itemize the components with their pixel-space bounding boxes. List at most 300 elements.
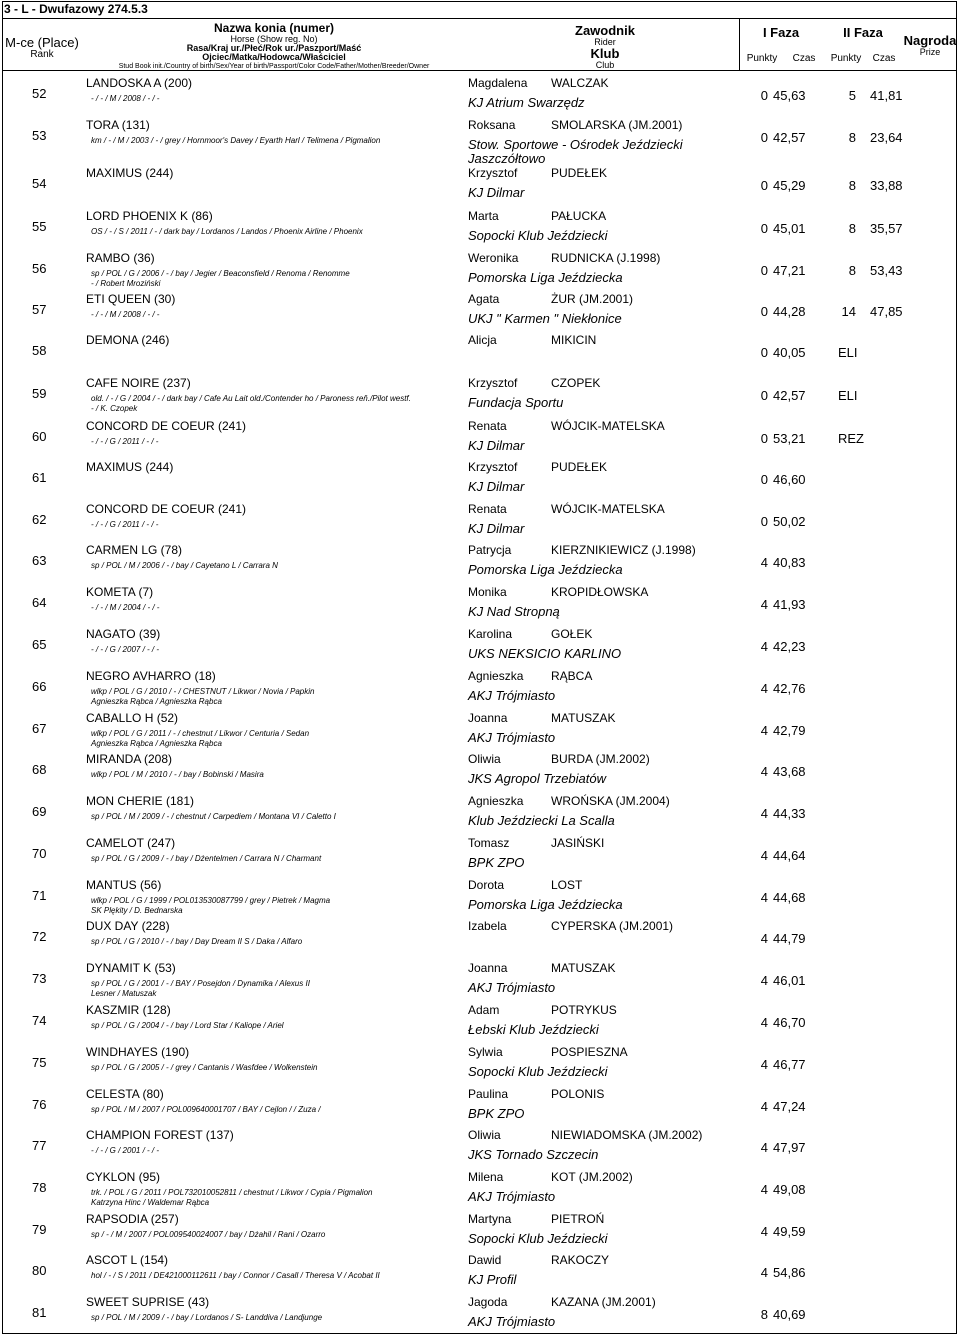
horse-name: LANDOSKA A (200) (86, 76, 193, 90)
table-row (2, 459, 957, 499)
header-points-2: Punkty (830, 53, 862, 64)
phase1-time: 42,23 (773, 639, 806, 654)
phase1-time: 43,68 (773, 764, 806, 779)
rider-first-name: Oliwia (468, 1128, 501, 1142)
phase1-points: 0 (760, 472, 768, 487)
phase2-points: 8 (848, 178, 856, 193)
phase2-time: 33,88 (870, 178, 903, 193)
rank-cell: 62 (32, 512, 47, 527)
phase1-points: 4 (760, 555, 768, 570)
table-row (2, 375, 957, 415)
phase2-points: 5 (848, 88, 856, 103)
header-rider (530, 24, 680, 70)
rider-first-name: Krzysztof (468, 376, 518, 390)
phase1-time: 47,97 (773, 1140, 806, 1155)
table-row (2, 584, 957, 624)
rank-cell: 72 (32, 929, 47, 944)
table-row (2, 1294, 957, 1334)
table-row (2, 332, 957, 372)
rider-last-name: PIETROŃ (551, 1212, 605, 1226)
table-row (2, 1002, 957, 1042)
rider-first-name: Krzysztof (468, 166, 518, 180)
phase1-time: 41,93 (773, 597, 806, 612)
rank-cell: 68 (32, 762, 47, 777)
table-row (2, 1086, 957, 1126)
rider-last-name: WALCZAK (551, 76, 609, 90)
phase1-points: 4 (760, 1265, 768, 1280)
phase1-time: 40,05 (773, 345, 806, 360)
rank-cell: 61 (32, 470, 47, 485)
header-horse-label: Nazwa konia (numer) (213, 21, 335, 35)
rider-first-name: Krzysztof (468, 460, 518, 474)
rider-first-name: Joanna (468, 961, 508, 975)
horse-name: CAMELOT (247) (86, 836, 176, 850)
rider-first-name: Sylwia (468, 1045, 503, 1059)
header-phase1-label: I Faza (762, 25, 800, 40)
rider-first-name: Renata (468, 502, 507, 516)
horse-name: ASCOT L (154) (86, 1253, 169, 1267)
phase1-time: 42,57 (773, 388, 806, 403)
rider-last-name: PUDEŁEK (551, 166, 608, 180)
phase1-points: 8 (760, 1307, 768, 1322)
club-name: AKJ Trójmiasto (468, 980, 556, 995)
rank-cell: 66 (32, 679, 47, 694)
phase1-time: 44,79 (773, 931, 806, 946)
phase1-points: 0 (760, 304, 768, 319)
rider-last-name: MATUSZAK (551, 711, 616, 725)
horse-name: CABALLO H (52) (86, 711, 179, 725)
club-name: UKS NEKSICIO KARLINO (468, 646, 622, 661)
rider-last-name: BURDA (JM.2002) (551, 752, 650, 766)
club-name: Stow. Sportowe - Ośrodek Jeździecki (468, 137, 683, 152)
horse-name: MON CHERIE (181) (86, 794, 195, 808)
header-phase1 (739, 26, 823, 40)
table-row (2, 960, 957, 1000)
horse-details: - / - / G / 2011 / - / - (91, 520, 159, 529)
table-row (2, 291, 957, 331)
phase2-points: ELI (838, 388, 858, 403)
rider-last-name: LOST (551, 878, 583, 892)
phase1-points: 4 (760, 597, 768, 612)
club-name: BPK ZPO (468, 855, 525, 870)
table-row (2, 793, 957, 833)
phase1-points: 0 (760, 263, 768, 278)
horse-name: MAXIMUS (244) (86, 460, 174, 474)
club-name: JKS Agropol Trzebiatów (468, 771, 607, 786)
club-name: KJ Atrium Swarzędz (468, 95, 585, 110)
rider-last-name: GOŁEK (551, 627, 593, 641)
table-row (2, 918, 957, 958)
horse-details: wlkp / POL / G / 2010 / - / CHESTNUT / Likwor / Novia / Papkin (91, 687, 315, 696)
phase1-time: 44,64 (773, 848, 806, 863)
header-prize-en: Prize (919, 46, 941, 57)
phase2-time: 41,81 (870, 88, 903, 103)
phase1-time: 40,83 (773, 555, 806, 570)
rider-first-name: Oliwia (468, 752, 501, 766)
phase1-points: 0 (760, 221, 768, 236)
rider-first-name: Agnieszka (468, 794, 524, 808)
phase1-points: 0 (760, 178, 768, 193)
club-name: KJ Nad Stropną (468, 604, 560, 619)
rider-first-name: Marta (468, 209, 499, 223)
club-name: Klub Jeździecki La Scalla (468, 813, 615, 828)
phase1-time: 42,79 (773, 723, 806, 738)
horse-details: - / - / G / 2001 / - / - (91, 1146, 160, 1155)
phase1-points: 4 (760, 1224, 768, 1239)
club-name: Łebski Klub Jeździecki (468, 1022, 599, 1037)
phase1-time: 49,08 (773, 1182, 806, 1197)
phase1-points: 0 (760, 345, 768, 360)
phase2-points: 8 (848, 130, 856, 145)
rider-last-name: PAŁUCKA (551, 209, 607, 223)
rank-cell: 57 (32, 302, 47, 317)
rider-first-name: Izabela (468, 919, 507, 933)
phase1-points: 0 (760, 388, 768, 403)
rider-first-name: Joanna (468, 711, 508, 725)
rank-cell: 78 (32, 1180, 47, 1195)
rank-cell: 71 (32, 888, 47, 903)
rider-last-name: SMOLARSKA (JM.2001) (551, 118, 683, 132)
horse-details: Agnieszka Rąbca / Agnieszka Rąbca (91, 697, 222, 706)
horse-details: - / - / G / 2007 / - / - (91, 645, 160, 654)
phase1-points: 4 (760, 764, 768, 779)
rank-cell: 75 (32, 1055, 47, 1070)
header-time-1: Czas (792, 53, 816, 64)
rank-cell: 70 (32, 846, 47, 861)
rider-last-name: WÓJCIK-MATELSKA (551, 502, 665, 516)
header-club-en: Club (595, 59, 615, 70)
rider-first-name: Agnieszka (468, 669, 524, 683)
rank-cell: 53 (32, 128, 47, 143)
table-row (2, 626, 957, 666)
phase1-time: 46,70 (773, 1015, 806, 1030)
club-name: BPK ZPO (468, 1106, 525, 1121)
rank-cell: 55 (32, 219, 47, 234)
club-name: KJ Dilmar (468, 438, 525, 453)
phase1-time: 46,01 (773, 973, 806, 988)
phase1-points: 4 (760, 1182, 768, 1197)
rider-last-name: RĄBCA (551, 669, 593, 683)
rider-last-name: JASIŃSKI (551, 836, 605, 850)
horse-details: - / - / G / 2011 / - / - (91, 437, 159, 446)
rank-cell: 67 (32, 721, 47, 736)
rider-first-name: Magdalena (468, 76, 528, 90)
rider-first-name: Weronika (468, 251, 519, 265)
club-name: KJ Profil (468, 1272, 517, 1287)
phase1-time: 46,60 (773, 472, 806, 487)
table-row (2, 165, 957, 205)
rider-first-name: Monika (468, 585, 507, 599)
rider-last-name: KROPIDŁOWSKA (551, 585, 649, 599)
header-horse-line4: Ojciec/Matka/Hodowca/Właściciel (202, 52, 346, 63)
phase1-points: 0 (760, 130, 768, 145)
horse-details: - / - / M / 2008 / - / - (91, 94, 160, 103)
rider-first-name: Milena (468, 1170, 504, 1184)
club-name: AKJ Trójmiasto (468, 730, 556, 745)
horse-details: wlkp / POL / M / 2010 / - / bay / Bobinski / Masira (91, 770, 264, 779)
horse-name: CELESTA (80) (86, 1087, 164, 1101)
header-rider-label: Zawodnik (575, 23, 635, 38)
phase1-points: 4 (760, 931, 768, 946)
table-row (2, 542, 957, 582)
table-row (2, 75, 957, 115)
phase2-points: 8 (848, 263, 856, 278)
rank-cell: 60 (32, 429, 47, 444)
table-row (2, 668, 957, 708)
club-name: JKS Tornado Szczecin (468, 1147, 599, 1162)
header-horse-line5: Stud Book init./Country of birth/Sex/Year of birth/Passport/Color Code/Father/Mother/Breeder/Owner (118, 62, 430, 70)
phase1-time: 53,21 (773, 431, 806, 446)
rider-first-name: Karolina (468, 627, 513, 641)
club-name: Sopocki Klub Jeździecki (468, 228, 608, 243)
horse-name: LORD PHOENIX K (86) (86, 209, 213, 223)
phase2-time: 35,57 (870, 221, 903, 236)
horse-name: TORA (131) (86, 118, 150, 132)
club-name: KJ Dilmar (468, 185, 525, 200)
rank-cell: 73 (32, 971, 47, 986)
horse-details: sp / POL / M / 2009 / - / chestnut / Carpediem / Montana VI / Caletto I (91, 812, 336, 821)
phase2-time: 23,64 (870, 130, 903, 145)
header-place-label: M-ce (Place) (5, 35, 79, 50)
phase1-time: 50,02 (773, 514, 806, 529)
rider-last-name: KAZANA (JM.2001) (551, 1295, 656, 1309)
table-row (2, 710, 957, 750)
phase1-time: 46,77 (773, 1057, 806, 1072)
phase1-time: 49,59 (773, 1224, 806, 1239)
table-row (2, 208, 957, 248)
rider-last-name: CZOPEK (551, 376, 601, 390)
phase2-points: 14 (841, 304, 856, 319)
rank-cell: 76 (32, 1097, 47, 1112)
rank-cell: 52 (32, 86, 47, 101)
horse-name: DYNAMIT K (53) (86, 961, 176, 975)
rider-last-name: KOT (JM.2002) (551, 1170, 633, 1184)
horse-details: sp / POL / M / 2006 / - / bay / Cayetano L / Carrara N (91, 561, 278, 570)
horse-name: DEMONA (246) (86, 333, 170, 347)
horse-name: MAXIMUS (244) (86, 166, 174, 180)
phase2-points: 8 (848, 221, 856, 236)
club-name: AKJ Trójmiasto (468, 1314, 556, 1329)
horse-name: MANTUS (56) (86, 878, 162, 892)
phase1-time: 44,33 (773, 806, 806, 821)
horse-details: - / K. Czopek (91, 404, 138, 413)
horse-details: Lesner / Matuszak (91, 989, 157, 998)
rank-cell: 63 (32, 553, 47, 568)
horse-details: hol / - / S / 2011 / DE421000112611 / bay / Connor / Casall / Theresa V / Acobat II (91, 1271, 380, 1280)
phase2-time: 47,85 (870, 304, 903, 319)
table-row (2, 1044, 957, 1084)
horse-name: WINDHAYES (190) (86, 1045, 190, 1059)
horse-details: Agnieszka Rąbca / Agnieszka Rąbca (91, 739, 222, 748)
phase2-points: ELI (838, 345, 858, 360)
horse-details: Katrzyna Hinc / Waldemar Rąbca (91, 1198, 210, 1207)
rider-last-name: POSPIESZNA (551, 1045, 628, 1059)
phase1-time: 42,57 (773, 130, 806, 145)
rank-cell: 80 (32, 1263, 47, 1278)
horse-details: sp / POL / G / 2009 / - / bay / Dżentelmen / Carrara N / Charmant (91, 854, 322, 863)
rank-cell: 65 (32, 637, 47, 652)
horse-details: sp / POL / G / 2004 / - / bay / Lord Star / Kaliope / Ariel (91, 1021, 284, 1030)
header-phase2 (823, 26, 903, 40)
horse-details: - / - / M / 2008 / - / - (91, 310, 160, 319)
horse-details: OS / - / S / 2011 / - / dark bay / Lordanos / Landos / Phoenix Airline / Phoenix (91, 227, 363, 236)
horse-details: old. / - / G / 2004 / - / dark bay / Cafe Au Lait old./Contender ho / Paroness reň./Pilot westf. (91, 394, 411, 403)
horse-details: SK Plękity / D. Bednarska (91, 906, 183, 915)
horse-name: ETI QUEEN (30) (86, 292, 176, 306)
header-time-2: Czas (872, 53, 896, 64)
rider-first-name: Martyna (468, 1212, 512, 1226)
phase1-points: 4 (760, 1015, 768, 1030)
rider-last-name: CYPERSKA (JM.2001) (551, 919, 674, 933)
horse-name: KOMETA (7) (86, 585, 154, 599)
horse-name: NAGATO (39) (86, 627, 161, 641)
rider-last-name: KIERZNIKIEWICZ (J.1998) (551, 543, 696, 557)
club-name: Pomorska Liga Jeździecka (468, 270, 623, 285)
horse-details: - / Robert Mroziński (91, 279, 161, 288)
phase1-time: 44,68 (773, 890, 806, 905)
rider-last-name: NIEWIADOMSKA (JM.2002) (551, 1128, 703, 1142)
table-row (2, 1127, 957, 1167)
horse-details: sp / POL / M / 2009 / - / bay / Lordanos / S- Landdiva / Landjunge (91, 1313, 323, 1322)
horse-name: CHAMPION FOREST (137) (86, 1128, 234, 1142)
header-prize (902, 34, 958, 57)
rider-first-name: Paulina (468, 1087, 509, 1101)
rank-cell: 79 (32, 1222, 47, 1237)
rank-cell: 58 (32, 343, 47, 358)
header-points-1: Punkty (746, 53, 778, 64)
club-name: Pomorska Liga Jeździecka (468, 897, 623, 912)
header-club-label: Klub (590, 46, 620, 62)
table-row (2, 250, 957, 290)
horse-name: CYKLON (95) (86, 1170, 161, 1184)
club-name: AKJ Trójmiasto (468, 688, 556, 703)
rank-cell: 64 (32, 595, 47, 610)
rider-last-name: POLONIS (551, 1087, 605, 1101)
rider-first-name: Agata (468, 292, 500, 306)
rider-first-name: Dawid (468, 1253, 502, 1267)
horse-name: NEGRO AVHARRO (18) (86, 669, 216, 683)
header-rank-label: Rank (30, 48, 54, 60)
club-name-line2: Jaszczółtowo (468, 151, 546, 166)
rider-first-name: Tomasz (468, 836, 510, 850)
phase1-points: 4 (760, 973, 768, 988)
horse-name: MIRANDA (208) (86, 752, 173, 766)
header-top-rule (2, 18, 957, 19)
horse-name: CONCORD DE COEUR (241) (86, 502, 247, 516)
phase1-points: 4 (760, 1140, 768, 1155)
phase1-time: 45,29 (773, 178, 806, 193)
page-title: 3 - L - Dwufazowy 274.5.3 (4, 2, 148, 16)
horse-details: sp / POL / G / 2006 / - / bay / Jegier / Beaconsfield / Renoma / Renomme (91, 269, 350, 278)
phase2-time: 53,43 (870, 263, 903, 278)
club-name: Sopocki Klub Jeździecki (468, 1064, 608, 1079)
phase1-points: 4 (760, 1099, 768, 1114)
table-row (2, 1169, 957, 1209)
horse-details: sp / - / M / 2007 / POL009540024007 / bay / Dżahil / Rani / Ozarro (91, 1230, 326, 1239)
table-row (2, 117, 957, 166)
phase1-points: 0 (760, 431, 768, 446)
horse-name: SWEET SUPRISE (43) (86, 1295, 210, 1309)
rider-last-name: MATUSZAK (551, 961, 616, 975)
phase1-points: 4 (760, 848, 768, 863)
table-row (2, 835, 957, 875)
horse-details: wlkp / POL / G / 1999 / POL013530087799 / grey / Pietrek / Magma (91, 896, 331, 905)
phase2-points: REZ (838, 431, 864, 446)
rank-cell: 54 (32, 176, 47, 191)
club-name: Fundacja Sportu (468, 395, 564, 410)
horse-name: CONCORD DE COEUR (241) (86, 419, 247, 433)
header-horse-en: Horse (Show reg. No) (230, 33, 318, 44)
rank-cell: 69 (32, 804, 47, 819)
horse-details: sp / POL / G / 2010 / - / bay / Day Dream II S / Daka / Alfaro (91, 937, 303, 946)
phase1-points: 4 (760, 890, 768, 905)
rider-first-name: Roksana (468, 118, 516, 132)
rider-first-name: Adam (468, 1003, 500, 1017)
header-phase2-label: II Faza (843, 25, 883, 40)
rider-first-name: Dorota (468, 878, 505, 892)
club-name: UKJ " Karmen " Niekłonice (468, 311, 622, 326)
horse-details: sp / POL / M / 2007 / POL009640001707 / BAY / Cejlon / / Zuza / (91, 1105, 321, 1114)
club-name: KJ Dilmar (468, 479, 525, 494)
rank-cell: 81 (32, 1305, 47, 1320)
horse-name: DUX DAY (228) (86, 919, 170, 933)
phase1-points: 0 (760, 88, 768, 103)
horse-name: CAFE NOIRE (237) (86, 376, 191, 390)
phase1-time: 42,76 (773, 681, 806, 696)
rider-last-name: WROŃSKA (JM.2004) (551, 794, 670, 808)
club-name: AKJ Trójmiasto (468, 1189, 556, 1204)
rider-last-name: PUDEŁEK (551, 460, 608, 474)
phase1-time: 54,86 (773, 1265, 806, 1280)
phase1-time: 45,01 (773, 221, 806, 236)
table-row (2, 1211, 957, 1251)
rider-last-name: WÓJCIK-MATELSKA (551, 419, 665, 433)
rider-first-name: Alicja (468, 333, 497, 347)
table-row (2, 1252, 957, 1292)
header-rider-en: Rider (594, 36, 616, 47)
horse-details: sp / POL / G / 2005 / - / grey / Cantanis / Wasfdee / Wolkenstein (91, 1063, 318, 1072)
phase1-points: 4 (760, 681, 768, 696)
rider-first-name: Renata (468, 419, 507, 433)
table-row (2, 501, 957, 541)
rider-last-name: MIKICIN (551, 333, 597, 347)
horse-details: sp / POL / G / 2001 / - / BAY / Posejdon / Dynamika / Alexus II (91, 979, 310, 988)
phase1-time: 47,24 (773, 1099, 806, 1114)
horse-name: RAPSODIA (257) (86, 1212, 179, 1226)
phase1-time: 40,69 (773, 1307, 806, 1322)
table-row (2, 751, 957, 791)
horse-name: CARMEN LG (78) (86, 543, 183, 557)
phase1-time: 45,63 (773, 88, 806, 103)
club-name: Sopocki Klub Jeździecki (468, 1231, 608, 1246)
rider-first-name: Patrycja (468, 543, 512, 557)
header-place (2, 36, 82, 60)
horse-name: RAMBO (36) (86, 251, 155, 265)
phase1-time: 47,21 (773, 263, 806, 278)
header-prize-label: Nagroda (903, 33, 957, 48)
table-row (2, 877, 957, 917)
phase1-points: 4 (760, 723, 768, 738)
table-row (2, 418, 957, 458)
horse-details: - / - / M / 2004 / - / - (91, 603, 160, 612)
phase1-points: 4 (760, 639, 768, 654)
rank-cell: 59 (32, 386, 47, 401)
horse-details: km / - / M / 2003 / - / grey / Hornmoor's Davey / Eyarth Harl / Telimena / Pigmalion (91, 136, 381, 145)
rider-last-name: ŻUR (JM.2001) (551, 292, 634, 306)
horse-details: trk. / POL / G / 2011 / POL732010052811 / chestnut / Likwor / Cypia / Pigmalion (91, 1188, 373, 1197)
rank-cell: 74 (32, 1013, 47, 1028)
rank-cell: 77 (32, 1138, 47, 1153)
